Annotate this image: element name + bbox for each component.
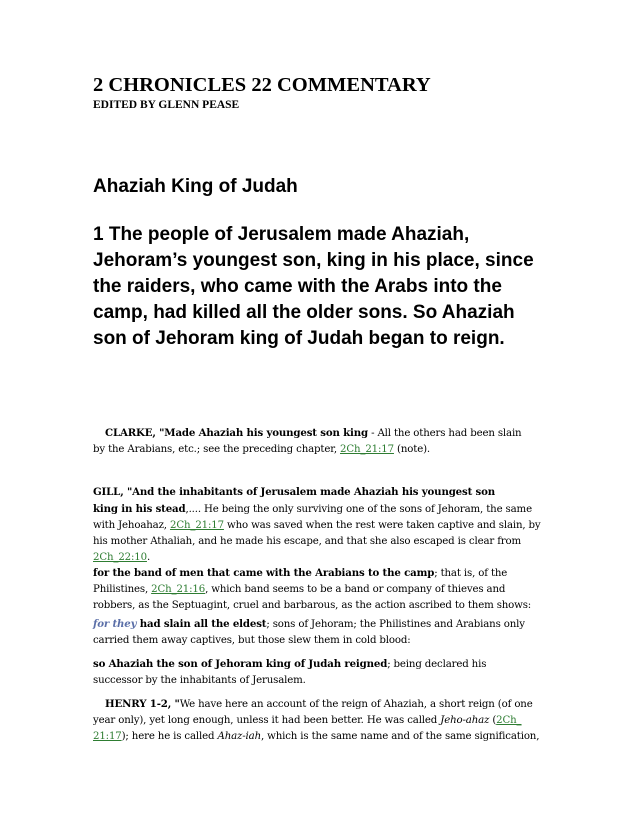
scripture-link[interactable]: 2Ch_ — [496, 715, 522, 726]
henry-commentary: HENRY 1-2, "We have here an account of the reign of Ahaziah, a short reign (of one year only), yet long enough, unless it had been better. He was called Jeho-ahaz (2Ch_ 21:17); here he is called Ahaz-iah, which is the same name and of the same signification, — [93, 698, 540, 742]
commentary-lead: GILL, "And the inhabitants of Jerusalem made Ahaziah his youngest son — [93, 486, 496, 498]
scripture-link[interactable]: 21:17 — [93, 731, 122, 742]
emphasis-text: for they — [93, 618, 137, 630]
verse-line: 1 The people of Jerusalem made Ahaziah, — [93, 224, 470, 245]
section-heading: Ahaziah King of Judah — [93, 176, 298, 197]
gill-commentary-slain: for they had slain all the eldest; sons of Jehoram; the Philistines and Arabians only carried them away captives, but those slew them in cold blood: — [93, 618, 525, 646]
scripture-link[interactable]: 2Ch_21:17 — [169, 520, 224, 531]
gill-commentary-band: for the band of men that came with the Arabians to the camp; that is, of the Philistines, 2Ch_21:16, which band seems to be a band or company of thieves and robbers, as the Septuagint, cruel and barbarous, as the action ascribed to them shows: — [93, 567, 532, 611]
gill-commentary-reigned: so Ahaziah the son of Jehoram king of Judah reigned; being declared his successor by the inhabitants of Jerusalem. — [93, 658, 487, 686]
verse-line: camp, had killed all the older sons. So Ahaziah — [93, 302, 515, 323]
verse-text — [93, 222, 543, 352]
scripture-link[interactable]: 2Ch_21:17 — [340, 444, 394, 455]
commentary-lead: HENRY 1-2, " — [105, 698, 180, 710]
scripture-link[interactable]: 2Ch_21:16 — [151, 584, 206, 595]
clarke-commentary: CLARKE, "Made Ahaziah his youngest son king - All the others had been slain by the Arabians, etc.; see the preceding chapter, 2Ch_21:17 (note). — [93, 427, 522, 455]
verse-line: the raiders, who came with the Arabs into the — [93, 276, 502, 297]
document-subtitle: EDITED BY GLENN PEASE — [93, 99, 240, 111]
gill-commentary: GILL, "And the inhabitants of Jerusalem made Ahaziah his youngest son king in his stead,.... He being the only surviving one of the sons of Jehoram, the same with Jehoahaz, 2Ch_21:17 who was saved when the rest were taken captive and slain, by his mother Athaliah, and he made his escape, and that she also escaped is clear from 2Ch_22:10. — [93, 486, 541, 563]
verse-line: son of Jehoram king of Judah began to reign. — [93, 328, 505, 349]
document-title: 2 CHRONICLES 22 COMMENTARY — [93, 74, 431, 96]
commentary-lead: CLARKE, "Made Ahaziah his youngest son king — [105, 427, 368, 439]
scripture-link[interactable]: 2Ch_22:10 — [93, 552, 147, 563]
verse-line: Jehoram’s youngest son, king in his place, since — [93, 250, 534, 271]
